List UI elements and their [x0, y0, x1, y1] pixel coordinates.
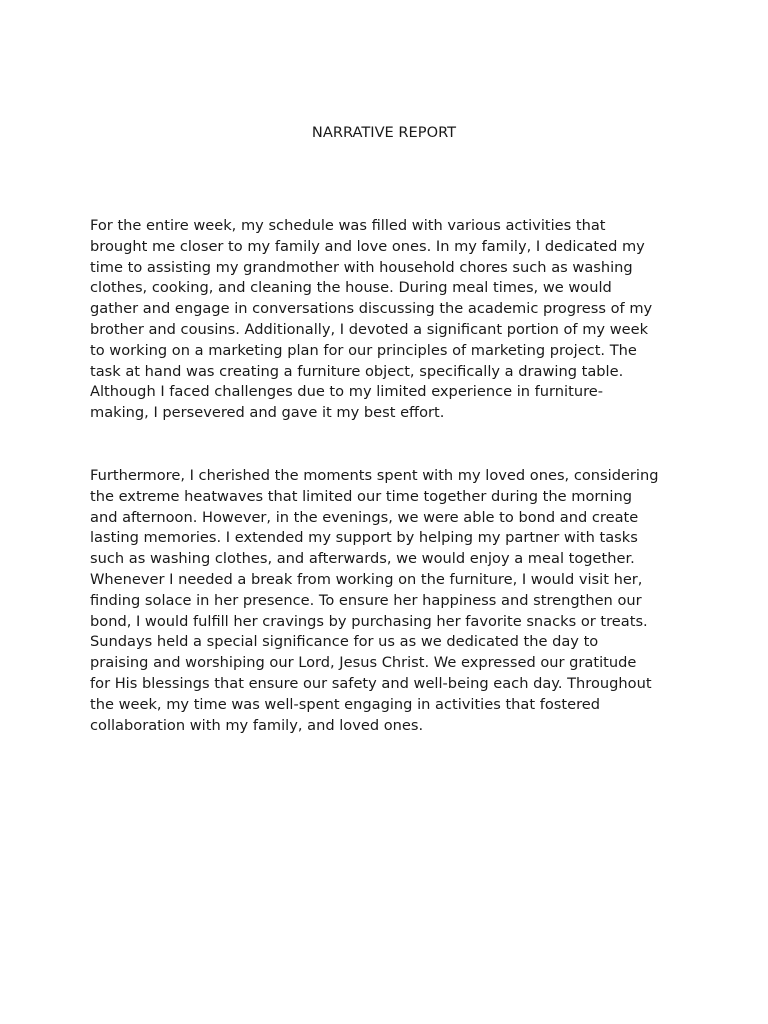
document-title: NARRATIVE REPORT: [311, 124, 457, 141]
paragraph-1: For the entire week, my schedule was filled with various activities that brought me closer to my family and love ones. In my family, I dedicated my time to assisting my grandmother with household chores such as washing clothes, cooking, and cleaning the house. During meal times, we would gather and engage in conversations discussing the academic progress of my brother and cousins. Additionally, I devoted a significant portion of my week to working on a marketing plan for our principles of marketing project. The task at hand was creating a furniture object, specifically a drawing table. Although I faced challenges due to my limited experience in furniture- making, I persevered and gave it my best effort.: [90, 217, 653, 422]
paragraph-2: Furthermore, I cherished the moments spent with my loved ones, considering the extreme heatwaves that limited our time together during the morning and afternoon. However, in the evenings, we were able to bond and create lasting memories. I extended my support by helping my partner with tasks such as washing clothes, and afterwards, we would enjoy a meal together. Whenever I needed a break from working on the furniture, I would visit her, finding solace in her presence. To ensure her happiness and strengthen our bond, I would fulfill her cravings by purchasing her favorite snacks or treats. Sundays held a special significance for us as we dedicated the day to praising and worshiping our Lord, Jesus Christ. We expressed our gratitude for His blessings that ensure our safety and well-being each day. Throughout the week, my time was well-spent engaging in activities that fostered collaboration with my family, and loved ones.: [90, 467, 659, 734]
